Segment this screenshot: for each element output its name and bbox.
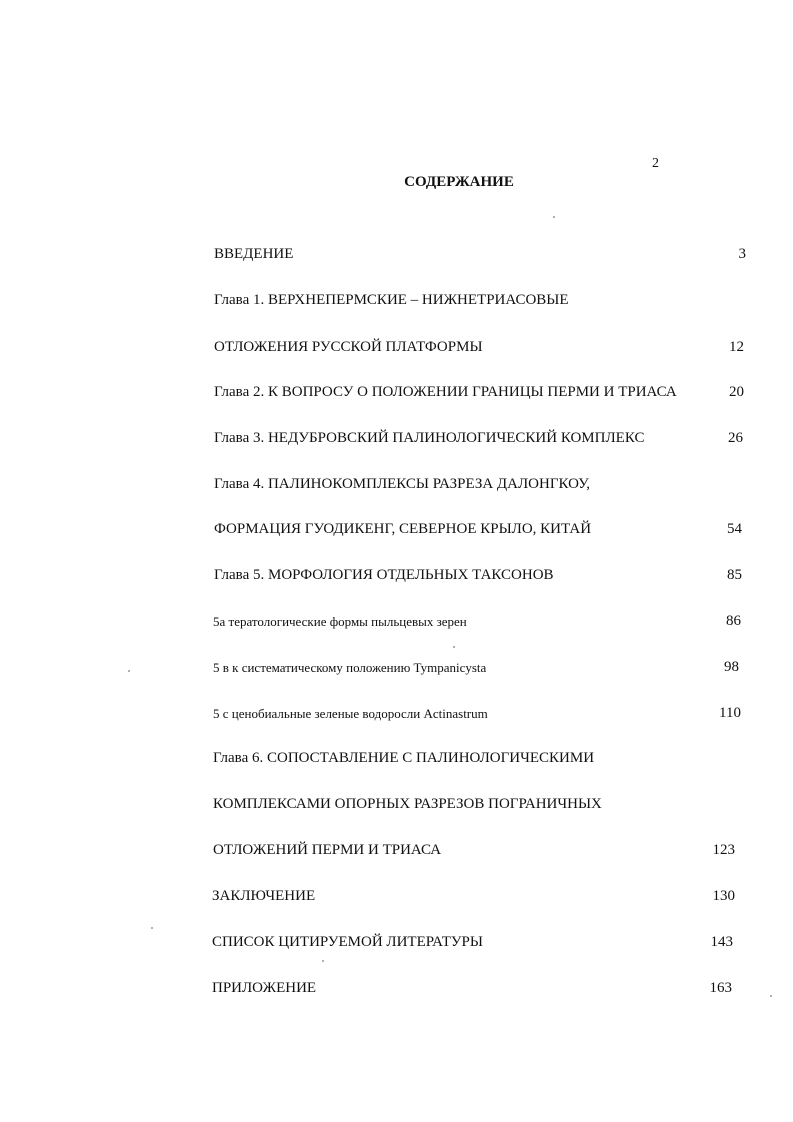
toc-entry-page: 123	[712, 842, 735, 858]
toc-title-text: СОДЕРЖАНИЕ	[404, 174, 514, 190]
toc-entry-page: 3	[738, 246, 746, 262]
toc-entry-label: 5 в к систематическому положению Tympanicysta	[213, 660, 487, 675]
scan-speck	[322, 960, 324, 962]
scan-speck	[453, 646, 455, 648]
scan-speck	[151, 927, 153, 929]
toc-entry-label: ЗАКЛЮЧЕНИЕ	[212, 888, 316, 904]
toc-entry-label: Глава 1. ВЕРХНЕПЕРМСКИЕ – НИЖНЕТРИАСОВЫЕ	[214, 292, 569, 308]
toc-entry-page: 26	[728, 430, 743, 446]
scan-speck	[553, 216, 555, 218]
toc-entry-label: КОМПЛЕКСАМИ ОПОРНЫХ РАЗРЕЗОВ ПОГРАНИЧНЫХ	[213, 796, 602, 812]
toc-entry-page: 86	[726, 613, 741, 629]
toc-entry-label: Глава 2. К ВОПРОСУ О ПОЛОЖЕНИИ ГРАНИЦЫ ПЕРМИ И ТРИАСА	[214, 384, 677, 400]
toc-entry-label: ФОРМАЦИЯ ГУОДИКЕНГ, СЕВЕРНОЕ КРЫЛО, КИТАЙ	[214, 521, 592, 537]
scan-speck	[770, 995, 772, 997]
page-number: 2	[652, 156, 659, 171]
toc-entry-page: 143	[710, 934, 733, 950]
toc-entry-label: ОТЛОЖЕНИЙ ПЕРМИ И ТРИАСА	[213, 842, 442, 858]
toc-entry-page: 130	[712, 888, 735, 904]
toc-entry-label: ПРИЛОЖЕНИЕ	[212, 980, 317, 996]
toc-entry-label: ВВЕДЕНИЕ	[214, 246, 294, 262]
toc-entry-label: ОТЛОЖЕНИЯ РУССКОЙ ПЛАТФОРМЫ	[214, 339, 483, 355]
toc-entry-page: 98	[724, 659, 739, 675]
toc-entry-label: СПИСОК ЦИТИРУЕМОЙ ЛИТЕРАТУРЫ	[212, 934, 483, 950]
toc-entry-page: 85	[727, 567, 742, 583]
toc-entry-label: 5 с ценобиальные зеленые водоросли Actinastrum	[213, 706, 488, 721]
toc-entry-label: Глава 6. СОПОСТАВЛЕНИЕ С ПАЛИНОЛОГИЧЕСКИМИ	[213, 750, 595, 766]
toc-entry-label: Глава 4. ПАЛИНОКОМПЛЕКСЫ РАЗРЕЗА ДАЛОНГКОУ,	[214, 476, 591, 492]
toc-entry-label: 5а тератологические формы пыльцевых зерен	[213, 614, 467, 629]
toc-entry-page: 110	[719, 705, 741, 721]
toc-entry-label: Глава 3. НЕДУБРОВСКИЙ ПАЛИНОЛОГИЧЕСКИЙ КОМПЛЕКС	[214, 430, 645, 446]
toc-entry-page: 163	[709, 980, 732, 996]
scan-speck	[128, 670, 130, 672]
toc-entry-page: 12	[729, 339, 744, 355]
toc-entry-label: Глава 5. МОРФОЛОГИЯ ОТДЕЛЬНЫХ ТАКСОНОВ	[214, 567, 554, 583]
toc-entry-page: 20	[729, 384, 744, 400]
toc-title	[0, 174, 793, 191]
toc-entry-page: 54	[727, 521, 742, 537]
